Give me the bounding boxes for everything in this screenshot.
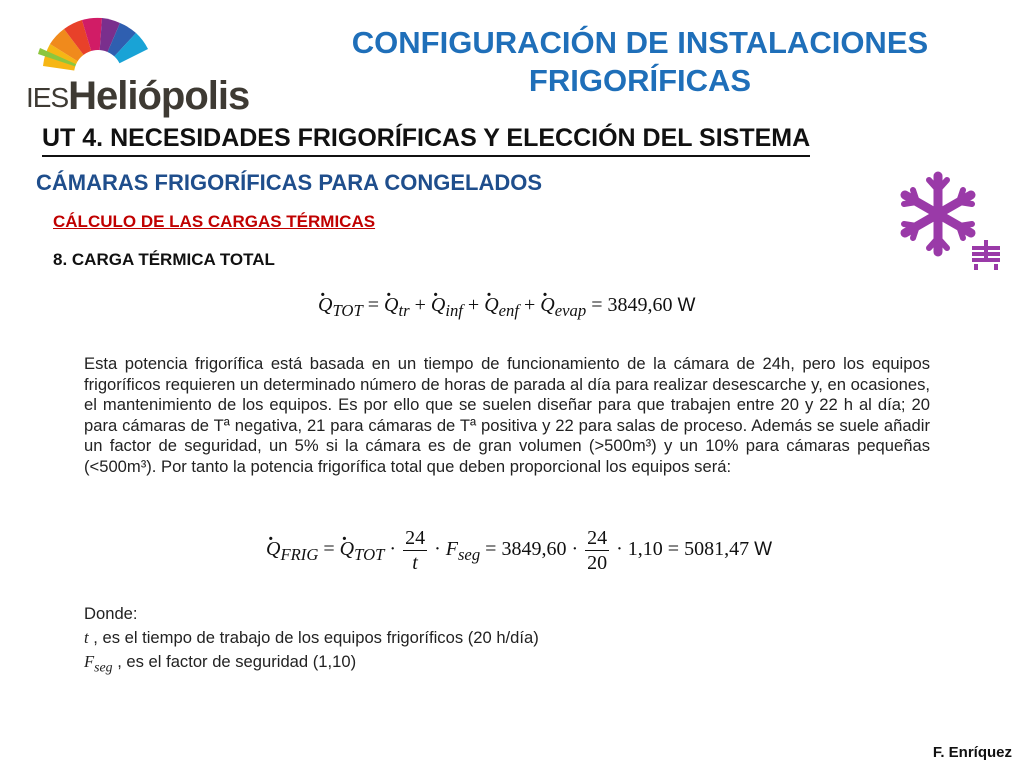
where-f-sub: seg bbox=[94, 659, 113, 675]
eq2-lhs-sub: FRIG bbox=[280, 545, 319, 565]
logo-prefix: IES bbox=[26, 82, 69, 113]
snowflake-icon bbox=[892, 168, 1002, 276]
where-title: Donde: bbox=[84, 604, 138, 623]
eq2-fraction-numeric bbox=[585, 526, 609, 575]
title-line-2: FRIGORÍFICAS bbox=[528, 63, 752, 98]
eq2-fseg-sub: seg bbox=[457, 545, 481, 565]
eq2-unit: W bbox=[754, 539, 772, 561]
school-logo bbox=[22, 14, 252, 118]
section-heading: CÁMARAS FRIGORÍFICAS PARA CONGELADOS bbox=[36, 170, 542, 195]
eq2-value-1: 3849,60 bbox=[501, 538, 567, 561]
title-line-1: CONFIGURACIÓN DE INSTALACIONES bbox=[351, 25, 929, 60]
logo-wordmark bbox=[26, 74, 249, 119]
eq1-lhs-sub: TOT bbox=[332, 301, 363, 320]
eq2-qtot-sub: TOT bbox=[354, 545, 385, 565]
where-t-symbol: t bbox=[84, 628, 89, 647]
eq1-term-2: inf bbox=[445, 301, 463, 320]
eq2-fraction-symbolic bbox=[403, 526, 427, 575]
total-load-equation: . $Q_{TOT}$ = . $Q_{tr}$ + . $Q_{inf}$ + . $Q_{enf}$ + . $Q_{evap} = 3849,60$ W bbox=[318, 294, 695, 321]
eq2-frac-den-symbol: t bbox=[412, 552, 418, 574]
rainbow-fan-icon bbox=[22, 14, 152, 78]
where-f-desc: , es el factor de seguridad (1,10) bbox=[117, 652, 357, 671]
eq2-frac-den-value: 20 bbox=[587, 552, 608, 574]
author-credit: F. Enríquez bbox=[932, 744, 1012, 761]
where-t-row bbox=[84, 626, 539, 650]
eq2-frac-num-2: 24 bbox=[587, 527, 608, 549]
explanation-paragraph: Esta potencia frigorífica está basada en un tiempo de funcionamiento de la cámara de 24h, pero los equipos frigoríficos requieren un determinado número de horas de parada al día para realizar desescarche y, en ocasiones, el mantenimiento de los equipos. Es por ello que se suelen diseñar para que trabajen entre 20 y 22 h al día; 20 para cámaras de Tª negativa, 21 para cámaras de Tª positiva y 22 para salas de proceso. Además se suele añadir un factor de seguridad, un 5% si la cámara es de gran volumen (>500m³) y un 10% para cámaras pequeñas (<500m³). Por tanto la potencia frigorífica total que deben proporcional los equipos será: bbox=[84, 354, 930, 476]
eq1-term-4: evap bbox=[554, 301, 587, 320]
where-f-row bbox=[84, 650, 539, 679]
eq2-result: 5081,47 bbox=[684, 538, 750, 561]
eq2-factor: 1,10 bbox=[627, 538, 663, 561]
unit-heading: UT 4. NECESIDADES FRIGORÍFICAS Y ELECCIÓN DEL SISTEMA bbox=[42, 124, 810, 157]
logo-name: Heliópolis bbox=[68, 74, 250, 118]
frig-power-equation: . $Q_{FRIG}$ = . $Q_{TOT}$ · $\frac{24}{t}$ · $F_{seg} = 3849,60$ · $\frac{24}{20}$ · 1,10 = 5081,47 W bbox=[266, 526, 772, 575]
where-f-symbol: F bbox=[84, 652, 95, 671]
page-title bbox=[300, 24, 980, 100]
where-t-desc: , es el tiempo de trabajo de los equipos frigoríficos (20 h/día) bbox=[93, 628, 539, 647]
eq1-term-3: enf bbox=[498, 301, 519, 320]
sub-heading: CÁLCULO DE LAS CARGAS TÉRMICAS bbox=[53, 212, 376, 231]
eq2-frac-num: 24 bbox=[405, 527, 426, 549]
variable-definitions bbox=[84, 602, 539, 679]
item-heading: 8. CARGA TÉRMICA TOTAL bbox=[53, 250, 275, 269]
eq1-unit: W bbox=[677, 295, 696, 316]
eq1-term-1: tr bbox=[398, 301, 410, 320]
eq1-result: 3849,60 bbox=[607, 294, 673, 316]
